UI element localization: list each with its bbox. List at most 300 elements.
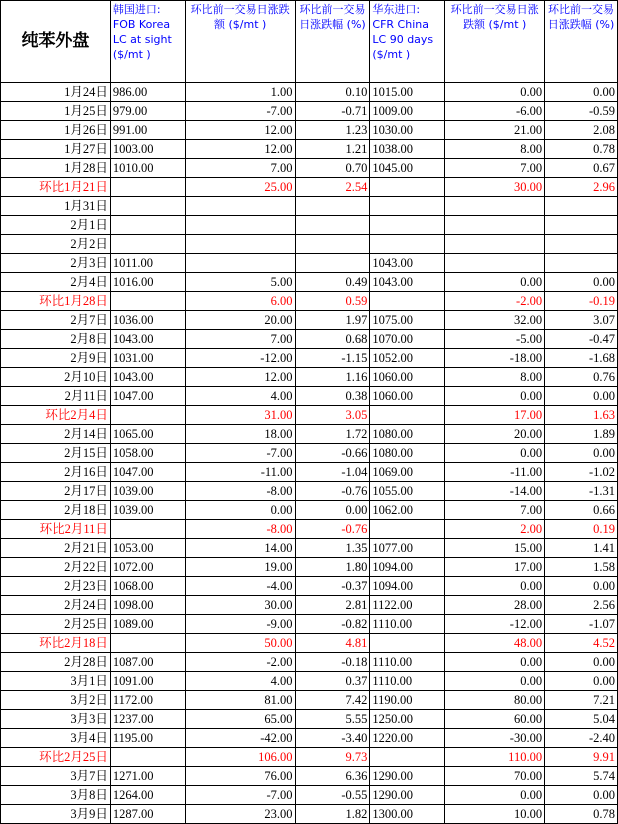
table-row xyxy=(1,197,618,216)
date-cell: 1月31日 xyxy=(1,197,111,216)
korea-fob-cell: 1264.00 xyxy=(110,786,185,805)
korea-change-cell xyxy=(185,235,295,254)
summary-row xyxy=(1,748,618,767)
china-change-cell: 21.00 xyxy=(445,121,545,140)
table-row xyxy=(1,558,618,577)
date-cell: 环比2月11日 xyxy=(1,520,111,539)
korea-change-cell: 1.00 xyxy=(185,83,295,102)
korea-change-cell: 14.00 xyxy=(185,539,295,558)
korea-pct-cell: -1.04 xyxy=(295,463,370,482)
china-pct-cell: 1.41 xyxy=(545,539,618,558)
china-pct-cell: 0.78 xyxy=(545,805,618,824)
korea-pct-cell: 5.55 xyxy=(295,710,370,729)
table-row xyxy=(1,805,618,824)
date-cell: 1月27日 xyxy=(1,140,111,159)
korea-pct-cell: 0.68 xyxy=(295,330,370,349)
china-pct-cell: 2.08 xyxy=(545,121,618,140)
korea-fob-cell: 1237.00 xyxy=(110,710,185,729)
korea-fob-cell: 1039.00 xyxy=(110,501,185,520)
china-cfr-cell: 1250.00 xyxy=(370,710,445,729)
korea-fob-cell: 1072.00 xyxy=(110,558,185,577)
china-change-cell: -18.00 xyxy=(445,349,545,368)
korea-change-cell: 4.00 xyxy=(185,387,295,406)
china-cfr-cell: 1060.00 xyxy=(370,387,445,406)
table-row xyxy=(1,140,618,159)
korea-pct-cell: 1.80 xyxy=(295,558,370,577)
china-pct-cell: 0.00 xyxy=(545,444,618,463)
table-row xyxy=(1,786,618,805)
korea-pct-cell: 2.54 xyxy=(295,178,370,197)
korea-fob-cell: 1271.00 xyxy=(110,767,185,786)
china-cfr-cell xyxy=(370,520,445,539)
date-cell: 1月28日 xyxy=(1,159,111,178)
china-pct-cell: -1.68 xyxy=(545,349,618,368)
date-cell: 2月16日 xyxy=(1,463,111,482)
china-cfr-cell xyxy=(370,406,445,425)
date-cell: 环比2月25日 xyxy=(1,748,111,767)
date-cell: 环比1月28日 xyxy=(1,292,111,311)
china-change-cell: 17.00 xyxy=(445,406,545,425)
korea-change-cell: 30.00 xyxy=(185,596,295,615)
date-cell: 2月2日 xyxy=(1,235,111,254)
korea-change-cell: -8.00 xyxy=(185,482,295,501)
date-cell: 2月24日 xyxy=(1,596,111,615)
korea-change-cell: 6.00 xyxy=(185,292,295,311)
korea-pct-cell: 0.49 xyxy=(295,273,370,292)
korea-change-cell: 5.00 xyxy=(185,273,295,292)
table-row xyxy=(1,577,618,596)
korea-change-cell: -42.00 xyxy=(185,729,295,748)
korea-pct-cell xyxy=(295,235,370,254)
table-row xyxy=(1,121,618,140)
korea-fob-cell: 1047.00 xyxy=(110,387,185,406)
table-row xyxy=(1,463,618,482)
china-change-cell: 30.00 xyxy=(445,178,545,197)
date-cell: 3月8日 xyxy=(1,786,111,805)
korea-fob-cell: 1065.00 xyxy=(110,425,185,444)
china-change-cell: -12.00 xyxy=(445,615,545,634)
table-row xyxy=(1,273,618,292)
date-cell: 环比1月21日 xyxy=(1,178,111,197)
korea-pct-cell: 0.37 xyxy=(295,672,370,691)
summary-row xyxy=(1,634,618,653)
date-cell: 1月25日 xyxy=(1,102,111,121)
korea-fob-cell: 1053.00 xyxy=(110,539,185,558)
china-pct-cell: 0.19 xyxy=(545,520,618,539)
china-pct-cell xyxy=(545,197,618,216)
china-cfr-cell: 1043.00 xyxy=(370,273,445,292)
date-cell: 2月3日 xyxy=(1,254,111,273)
china-pct-cell: 0.00 xyxy=(545,273,618,292)
korea-change-cell: 76.00 xyxy=(185,767,295,786)
table-row xyxy=(1,615,618,634)
china-pct-cell: 0.00 xyxy=(545,577,618,596)
china-pct-cell: 1.63 xyxy=(545,406,618,425)
date-cell: 1月26日 xyxy=(1,121,111,140)
china-pct-cell: -1.31 xyxy=(545,482,618,501)
korea-pct-cell: 1.16 xyxy=(295,368,370,387)
korea-change-cell: 7.00 xyxy=(185,159,295,178)
korea-change-cell: 18.00 xyxy=(185,425,295,444)
date-cell: 2月28日 xyxy=(1,653,111,672)
korea-pct-cell: 0.00 xyxy=(295,501,370,520)
china-cfr-cell: 1060.00 xyxy=(370,368,445,387)
china-cfr-cell: 1062.00 xyxy=(370,501,445,520)
china-cfr-cell: 1075.00 xyxy=(370,311,445,330)
china-pct-cell: 1.89 xyxy=(545,425,618,444)
korea-pct-cell: -3.40 xyxy=(295,729,370,748)
china-cfr-cell: 1080.00 xyxy=(370,444,445,463)
china-change-cell: 80.00 xyxy=(445,691,545,710)
korea-change-cell: 20.00 xyxy=(185,311,295,330)
korea-pct-cell: -0.66 xyxy=(295,444,370,463)
china-cfr-cell: 1052.00 xyxy=(370,349,445,368)
china-change-cell: 8.00 xyxy=(445,368,545,387)
korea-pct-cell: 6.36 xyxy=(295,767,370,786)
korea-fob-cell xyxy=(110,178,185,197)
china-cfr-cell: 1055.00 xyxy=(370,482,445,501)
table-row xyxy=(1,159,618,178)
china-cfr-cell: 1110.00 xyxy=(370,653,445,672)
korea-fob-cell: 991.00 xyxy=(110,121,185,140)
korea-pct-cell xyxy=(295,216,370,235)
china-change-cell: -5.00 xyxy=(445,330,545,349)
header-korea-change: 环比前一交易日涨跌额 ($/mt ) xyxy=(185,1,295,83)
china-pct-cell: 0.00 xyxy=(545,83,618,102)
korea-fob-cell: 1098.00 xyxy=(110,596,185,615)
korea-change-cell xyxy=(185,197,295,216)
korea-change-cell: 50.00 xyxy=(185,634,295,653)
table-row xyxy=(1,83,618,102)
korea-pct-cell: -0.37 xyxy=(295,577,370,596)
china-cfr-cell: 1110.00 xyxy=(370,615,445,634)
korea-pct-cell: -0.76 xyxy=(295,520,370,539)
date-cell: 3月1日 xyxy=(1,672,111,691)
china-pct-cell: 9.91 xyxy=(545,748,618,767)
china-change-cell: 48.00 xyxy=(445,634,545,653)
china-pct-cell: 5.74 xyxy=(545,767,618,786)
table-row xyxy=(1,311,618,330)
table-row xyxy=(1,482,618,501)
china-pct-cell xyxy=(545,216,618,235)
china-change-cell: 0.00 xyxy=(445,273,545,292)
china-change-cell: 32.00 xyxy=(445,311,545,330)
korea-change-cell xyxy=(185,254,295,273)
table-row xyxy=(1,444,618,463)
china-change-cell: 0.00 xyxy=(445,786,545,805)
korea-pct-cell: 2.81 xyxy=(295,596,370,615)
date-cell: 环比2月18日 xyxy=(1,634,111,653)
korea-fob-cell xyxy=(110,748,185,767)
china-cfr-cell: 1094.00 xyxy=(370,558,445,577)
header-korea-pct: 环比前一交易日涨跌幅 (%) xyxy=(295,1,370,83)
korea-fob-cell: 1068.00 xyxy=(110,577,185,596)
korea-pct-cell: 0.38 xyxy=(295,387,370,406)
korea-change-cell: 65.00 xyxy=(185,710,295,729)
korea-change-cell: 23.00 xyxy=(185,805,295,824)
table-row xyxy=(1,501,618,520)
korea-pct-cell: 1.35 xyxy=(295,539,370,558)
korea-pct-cell: -0.18 xyxy=(295,653,370,672)
korea-change-cell: -2.00 xyxy=(185,653,295,672)
date-cell: 2月11日 xyxy=(1,387,111,406)
table-row xyxy=(1,330,618,349)
china-pct-cell: 0.67 xyxy=(545,159,618,178)
korea-fob-cell: 1091.00 xyxy=(110,672,185,691)
korea-pct-cell: 0.59 xyxy=(295,292,370,311)
date-cell: 2月25日 xyxy=(1,615,111,634)
china-cfr-cell xyxy=(370,216,445,235)
china-pct-cell: 0.00 xyxy=(545,387,618,406)
korea-pct-cell: 0.10 xyxy=(295,83,370,102)
korea-pct-cell: 1.97 xyxy=(295,311,370,330)
korea-change-cell xyxy=(185,216,295,235)
summary-row xyxy=(1,520,618,539)
korea-fob-cell: 1043.00 xyxy=(110,330,185,349)
korea-change-cell: 19.00 xyxy=(185,558,295,577)
china-pct-cell: 0.00 xyxy=(545,672,618,691)
table-row xyxy=(1,368,618,387)
summary-row xyxy=(1,406,618,425)
korea-change-cell: 25.00 xyxy=(185,178,295,197)
korea-fob-cell: 1003.00 xyxy=(110,140,185,159)
china-cfr-cell: 1220.00 xyxy=(370,729,445,748)
date-cell: 环比2月4日 xyxy=(1,406,111,425)
china-change-cell: 10.00 xyxy=(445,805,545,824)
china-pct-cell: 0.76 xyxy=(545,368,618,387)
china-cfr-cell xyxy=(370,634,445,653)
date-cell: 3月2日 xyxy=(1,691,111,710)
china-cfr-cell: 1038.00 xyxy=(370,140,445,159)
china-cfr-cell: 1080.00 xyxy=(370,425,445,444)
china-cfr-cell xyxy=(370,235,445,254)
date-cell: 2月22日 xyxy=(1,558,111,577)
korea-fob-cell xyxy=(110,292,185,311)
china-change-cell: -30.00 xyxy=(445,729,545,748)
korea-fob-cell xyxy=(110,216,185,235)
china-cfr-cell: 1045.00 xyxy=(370,159,445,178)
china-pct-cell xyxy=(545,254,618,273)
korea-change-cell: 31.00 xyxy=(185,406,295,425)
korea-change-cell: 106.00 xyxy=(185,748,295,767)
korea-fob-cell: 1031.00 xyxy=(110,349,185,368)
korea-pct-cell: 1.23 xyxy=(295,121,370,140)
korea-fob-cell: 1011.00 xyxy=(110,254,185,273)
table-row xyxy=(1,539,618,558)
korea-fob-cell: 1089.00 xyxy=(110,615,185,634)
date-cell: 2月18日 xyxy=(1,501,111,520)
china-change-cell: -6.00 xyxy=(445,102,545,121)
korea-change-cell: -8.00 xyxy=(185,520,295,539)
date-cell: 2月9日 xyxy=(1,349,111,368)
korea-pct-cell: 9.73 xyxy=(295,748,370,767)
korea-pct-cell: 3.05 xyxy=(295,406,370,425)
china-pct-cell: 0.00 xyxy=(545,653,618,672)
korea-fob-cell: 1043.00 xyxy=(110,368,185,387)
china-cfr-cell: 1009.00 xyxy=(370,102,445,121)
korea-change-cell: 12.00 xyxy=(185,368,295,387)
china-change-cell: 110.00 xyxy=(445,748,545,767)
date-cell: 2月8日 xyxy=(1,330,111,349)
china-cfr-cell: 1015.00 xyxy=(370,83,445,102)
china-change-cell xyxy=(445,197,545,216)
china-change-cell: 17.00 xyxy=(445,558,545,577)
header-china-change: 环比前一交易日涨跌额 ($/mt ) xyxy=(445,1,545,83)
korea-change-cell: 12.00 xyxy=(185,121,295,140)
china-cfr-cell: 1094.00 xyxy=(370,577,445,596)
china-pct-cell: -0.59 xyxy=(545,102,618,121)
china-change-cell: 0.00 xyxy=(445,577,545,596)
china-change-cell: 0.00 xyxy=(445,653,545,672)
korea-fob-cell: 1195.00 xyxy=(110,729,185,748)
header-korea-fob: 韩国进口: FOB Korea LC at sight ($/mt ) xyxy=(110,1,185,83)
china-change-cell: 8.00 xyxy=(445,140,545,159)
china-pct-cell: -1.07 xyxy=(545,615,618,634)
table-row xyxy=(1,349,618,368)
china-change-cell: -14.00 xyxy=(445,482,545,501)
table-row xyxy=(1,729,618,748)
table-row xyxy=(1,653,618,672)
korea-change-cell: 0.00 xyxy=(185,501,295,520)
header-china-pct: 环比前一交易日涨跌幅 (%) xyxy=(545,1,618,83)
korea-pct-cell xyxy=(295,197,370,216)
china-change-cell: 15.00 xyxy=(445,539,545,558)
korea-fob-cell xyxy=(110,197,185,216)
korea-fob-cell: 1047.00 xyxy=(110,463,185,482)
korea-pct-cell: 1.82 xyxy=(295,805,370,824)
date-cell: 3月9日 xyxy=(1,805,111,824)
korea-fob-cell: 1010.00 xyxy=(110,159,185,178)
china-cfr-cell: 1030.00 xyxy=(370,121,445,140)
table-row xyxy=(1,691,618,710)
china-pct-cell: 2.96 xyxy=(545,178,618,197)
china-pct-cell: 0.66 xyxy=(545,501,618,520)
table-row xyxy=(1,672,618,691)
date-cell: 2月23日 xyxy=(1,577,111,596)
sheet-title: 纯苯外盘 xyxy=(1,1,111,83)
korea-fob-cell: 1087.00 xyxy=(110,653,185,672)
china-pct-cell: 4.52 xyxy=(545,634,618,653)
china-cfr-cell: 1190.00 xyxy=(370,691,445,710)
table-row xyxy=(1,425,618,444)
korea-change-cell: -7.00 xyxy=(185,444,295,463)
table-row xyxy=(1,216,618,235)
korea-change-cell: -12.00 xyxy=(185,349,295,368)
china-pct-cell: 2.56 xyxy=(545,596,618,615)
korea-pct-cell: -0.71 xyxy=(295,102,370,121)
date-cell: 2月4日 xyxy=(1,273,111,292)
china-pct-cell: -0.47 xyxy=(545,330,618,349)
china-pct-cell: 3.07 xyxy=(545,311,618,330)
china-change-cell: 7.00 xyxy=(445,501,545,520)
korea-change-cell: -4.00 xyxy=(185,577,295,596)
china-pct-cell: 0.00 xyxy=(545,786,618,805)
korea-fob-cell: 1058.00 xyxy=(110,444,185,463)
korea-pct-cell xyxy=(295,254,370,273)
china-change-cell: 0.00 xyxy=(445,387,545,406)
china-cfr-cell: 1077.00 xyxy=(370,539,445,558)
date-cell: 1月24日 xyxy=(1,83,111,102)
date-cell: 2月1日 xyxy=(1,216,111,235)
china-cfr-cell: 1290.00 xyxy=(370,767,445,786)
korea-pct-cell: 4.81 xyxy=(295,634,370,653)
china-change-cell: 7.00 xyxy=(445,159,545,178)
china-cfr-cell xyxy=(370,292,445,311)
date-cell: 2月14日 xyxy=(1,425,111,444)
korea-pct-cell: 7.42 xyxy=(295,691,370,710)
china-change-cell: 2.00 xyxy=(445,520,545,539)
korea-fob-cell xyxy=(110,406,185,425)
korea-pct-cell: -0.76 xyxy=(295,482,370,501)
date-cell: 3月4日 xyxy=(1,729,111,748)
china-change-cell: 20.00 xyxy=(445,425,545,444)
china-pct-cell: 7.21 xyxy=(545,691,618,710)
china-cfr-cell xyxy=(370,178,445,197)
korea-pct-cell: 0.70 xyxy=(295,159,370,178)
korea-change-cell: -7.00 xyxy=(185,786,295,805)
china-change-cell: 60.00 xyxy=(445,710,545,729)
china-change-cell: 0.00 xyxy=(445,672,545,691)
china-cfr-cell: 1122.00 xyxy=(370,596,445,615)
china-pct-cell: -2.40 xyxy=(545,729,618,748)
china-change-cell: 0.00 xyxy=(445,444,545,463)
table-row xyxy=(1,254,618,273)
china-change-cell: 70.00 xyxy=(445,767,545,786)
korea-fob-cell: 1036.00 xyxy=(110,311,185,330)
date-cell: 2月15日 xyxy=(1,444,111,463)
china-cfr-cell: 1300.00 xyxy=(370,805,445,824)
korea-pct-cell: 1.72 xyxy=(295,425,370,444)
korea-pct-cell: -1.15 xyxy=(295,349,370,368)
korea-change-cell: 81.00 xyxy=(185,691,295,710)
korea-fob-cell xyxy=(110,235,185,254)
korea-pct-cell: -0.55 xyxy=(295,786,370,805)
korea-fob-cell: 1016.00 xyxy=(110,273,185,292)
table-row xyxy=(1,235,618,254)
china-change-cell xyxy=(445,216,545,235)
table-row xyxy=(1,596,618,615)
korea-change-cell: 12.00 xyxy=(185,140,295,159)
korea-change-cell: 7.00 xyxy=(185,330,295,349)
china-change-cell: -2.00 xyxy=(445,292,545,311)
korea-fob-cell: 1039.00 xyxy=(110,482,185,501)
korea-fob-cell: 979.00 xyxy=(110,102,185,121)
date-cell: 3月3日 xyxy=(1,710,111,729)
summary-row xyxy=(1,178,618,197)
china-cfr-cell: 1069.00 xyxy=(370,463,445,482)
date-cell: 2月17日 xyxy=(1,482,111,501)
china-change-cell: 0.00 xyxy=(445,83,545,102)
china-change-cell xyxy=(445,235,545,254)
china-change-cell: 28.00 xyxy=(445,596,545,615)
china-pct-cell: 0.78 xyxy=(545,140,618,159)
date-cell: 3月7日 xyxy=(1,767,111,786)
korea-change-cell: 4.00 xyxy=(185,672,295,691)
korea-fob-cell: 1287.00 xyxy=(110,805,185,824)
header-row xyxy=(1,1,618,83)
china-pct-cell: -0.19 xyxy=(545,292,618,311)
china-pct-cell xyxy=(545,235,618,254)
china-cfr-cell: 1043.00 xyxy=(370,254,445,273)
table-row xyxy=(1,387,618,406)
table-row xyxy=(1,102,618,121)
summary-row xyxy=(1,292,618,311)
china-cfr-cell: 1290.00 xyxy=(370,786,445,805)
korea-fob-cell: 986.00 xyxy=(110,83,185,102)
korea-fob-cell: 1172.00 xyxy=(110,691,185,710)
korea-pct-cell: 1.21 xyxy=(295,140,370,159)
china-cfr-cell xyxy=(370,748,445,767)
